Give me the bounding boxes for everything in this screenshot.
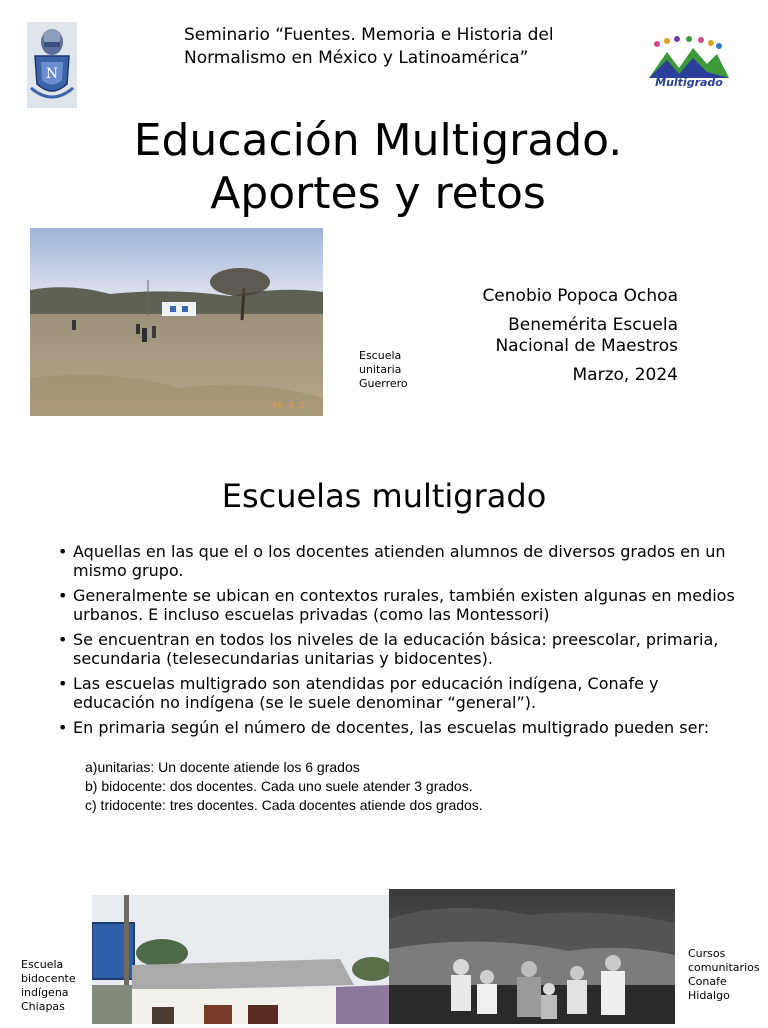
photo-bidocente-school xyxy=(92,895,390,1024)
photo-date-stamp: 96 4 3 xyxy=(272,401,305,411)
bullet-item: • En primaria según el número de docentes, las escuelas multigrado pueden ser: xyxy=(58,718,738,737)
institution-line-1: Benemérita Escuela xyxy=(508,315,678,335)
bullet-item: • Aquellas en las que el o los docentes atienden alumnos de diversos grados en un mismo grupo. xyxy=(58,542,738,580)
bullet-item: • Se encuentran en todos los niveles de la educación básica: preescolar, primaria, secundaria (telesecundarias unitarias y bidocentes). xyxy=(58,630,738,668)
subitem-bidocente: b) bidocente: dos docentes. Cada uno suele atender 3 grados. xyxy=(85,778,473,794)
main-title-line-1: Educación Multigrado. xyxy=(133,115,623,166)
bullet-item: • Las escuelas multigrado son atendidas por educación indígena, Conafe y educación no indígena (se le suele denominar “general”). xyxy=(58,674,738,712)
author-institution xyxy=(440,315,678,357)
photo-conafe-course-group xyxy=(389,889,675,1024)
bullet-item: • Generalmente se ubican en contextos rurales, también existen algunas en medios urbanos. E incluso escuelas privadas (como las Montessori) xyxy=(58,586,738,624)
school-type-sublist xyxy=(85,758,725,815)
subitem-unitarias: a)unitarias: Un docente atiende los 6 grados xyxy=(85,759,360,775)
section-title: Escuelas multigrado xyxy=(221,477,547,515)
photo-rural-school-field xyxy=(30,228,323,416)
institution-crest-logo xyxy=(27,22,77,108)
author-block xyxy=(440,286,678,394)
svg-text:N: N xyxy=(45,66,59,82)
caption-escuela-unitaria: Escuela unitaria Guerrero xyxy=(359,349,408,390)
logo-wordmark: Multigrado xyxy=(655,76,723,89)
author-name: Cenobio Popoca Ochoa xyxy=(482,286,678,306)
main-title-line-2: Aportes y retos xyxy=(210,168,546,219)
multigrado-logo xyxy=(645,34,731,90)
presentation-date: Marzo, 2024 xyxy=(572,365,678,385)
seminar-title: Seminario “Fuentes. Memoria e Historia del Normalismo en México y Latinoamérica” xyxy=(184,25,554,68)
bullet-list xyxy=(58,542,738,743)
caption-escuela-bidocente: Escuela bidocente indígena Chiapas xyxy=(21,958,76,1013)
institution-line-2: Nacional de Maestros xyxy=(495,336,678,356)
subitem-tridocente: c) tridocente: tres docentes. Cada docentes atiende dos grados. xyxy=(85,797,483,813)
caption-cursos-comunitarios: Cursos comunitarios Conafe Hidalgo xyxy=(688,947,760,1002)
main-title xyxy=(0,114,756,220)
